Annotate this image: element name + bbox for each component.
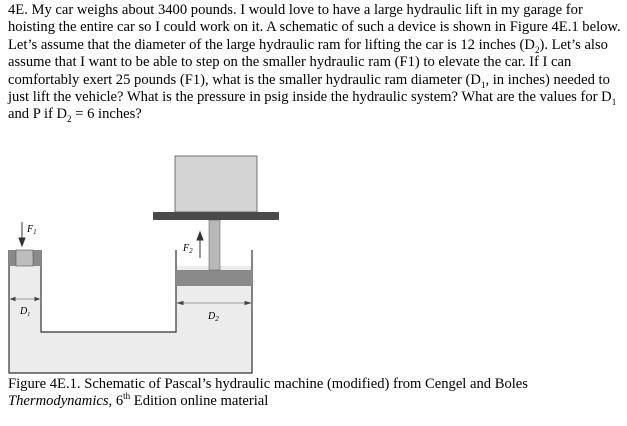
piston-rod (209, 220, 220, 270)
hydraulic-lift-figure (8, 154, 620, 374)
force-f1-arrow (19, 222, 25, 246)
caption-text-1: Figure 4E.1. Schematic of Pascal’s hydraulic machine (modified) from Cengel and Boles (8, 376, 528, 392)
lift-platform (153, 212, 279, 220)
figure-caption (8, 376, 622, 411)
force-f2-arrow (197, 232, 203, 258)
label-d1: $D_1$ (20, 306, 31, 318)
small-piston-cap (16, 250, 33, 266)
label-f1: $F_1$ (27, 224, 37, 236)
large-piston (176, 270, 252, 286)
problem-text-5: = 6 inches? (71, 106, 142, 123)
problem-sub-4: 2 (67, 114, 72, 125)
caption-text-2: , 6 (108, 393, 124, 410)
problem-text-3: , in inches) needed to just lift the vehicle? What is the pressure in psig inside the hydraulic system? What are the values for D (8, 71, 612, 106)
problem-text-4: and P if D (8, 106, 68, 123)
problem-sub-3: 1 (611, 96, 617, 107)
car-weight-block (175, 156, 257, 212)
problem-text-2: ). Let’s also assume that I want to be able to step on the smaller hydraulic ram (F1) to elevate the car. If I can comfortably exert 25 pounds (F1), what is the smaller hydraulic ram diameter (D (8, 36, 608, 88)
caption-book-title: Thermodynamics (8, 393, 109, 410)
problem-sub-1: 2 (534, 44, 540, 55)
problem-statement (8, 2, 622, 124)
problem-sub-2: 1 (480, 79, 486, 90)
problem-text-1: 4E. My car weighs about 3400 pounds. I would love to have a large hydraulic lift in my garage for hoisting the entire car so I could work on it. A schematic of such a device is shown in Figure 4E.1 below. Let’s assume that the diameter of the large hydraulic ram for lifting the car is 12 inches (D (8, 2, 621, 53)
caption-sup: th (123, 391, 131, 402)
label-f2: $F_2$ (183, 243, 193, 255)
label-d2: $D_2$ (208, 311, 219, 323)
caption-text-3: Edition online material (130, 393, 269, 410)
